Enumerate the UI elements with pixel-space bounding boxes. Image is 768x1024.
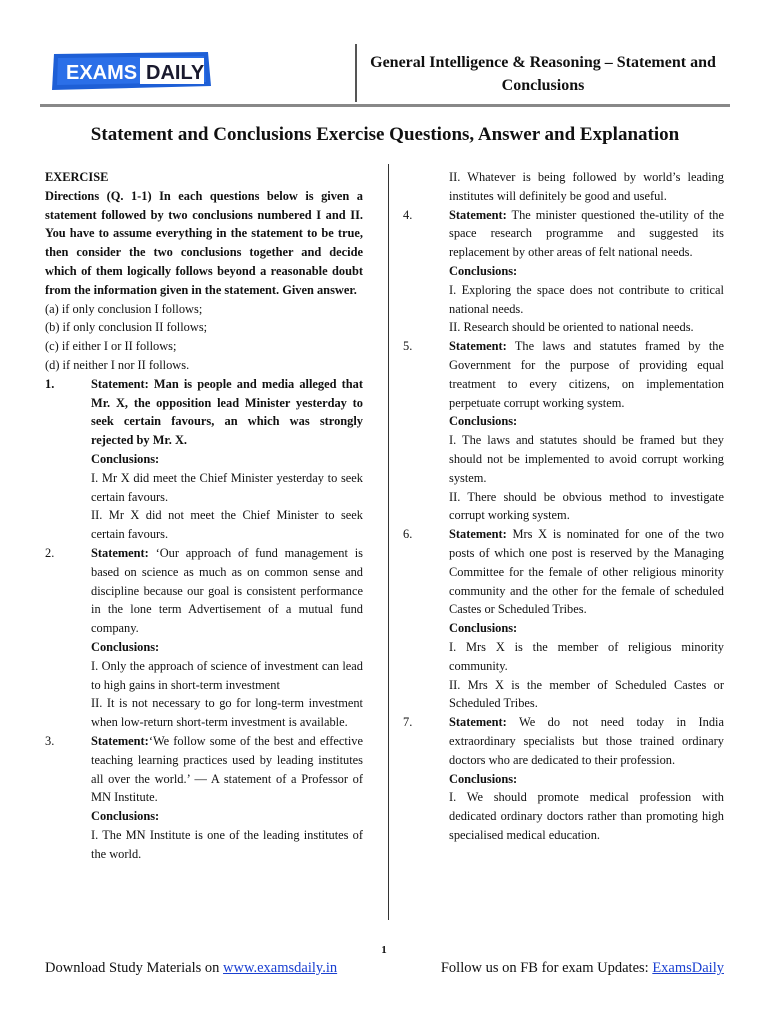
question-number: 5. — [403, 339, 413, 354]
question-statement: ‘Our approach of fund management is based on science as much as on common sense and discipline because our goal is consistent performance in the lone term Advertisement of a mutual fund company. — [91, 545, 363, 636]
conclusion-2: II. There should be obvious method to investigate corrupt working system. — [449, 489, 724, 523]
conclusions-label: Conclusions: — [91, 451, 160, 466]
conclusion-1: I. We should promote medical profession with dedicated ordinary doctors rather than promoting high specialised medical education. — [449, 790, 724, 842]
exercise-heading: EXERCISE — [45, 170, 109, 184]
question-statement: ‘We follow some of the best and effective teaching learning practices used by leading institutes all over the world.’ — A statement of a Professor of MN Institute. — [91, 733, 363, 805]
question-5 — [403, 337, 724, 525]
footer-left-text: Download Study Materials on — [45, 960, 224, 976]
question-7 — [403, 713, 724, 845]
conclusion-1: I. Only the approach of science of investment can lead to high gains in short-term investment — [91, 658, 363, 692]
conclusion-2: II. It is not necessary to go for long-term investment when low-return short-term investment is available. — [91, 696, 363, 730]
option-d: (d) if neither I nor II follows. — [45, 357, 190, 372]
conclusion-1: I. The MN Institute is one of the leading institutes of the world. — [91, 827, 363, 861]
facebook-link[interactable]: ExamsDaily — [652, 960, 724, 976]
conclusion-2: II. Research should be oriented to national needs. — [449, 320, 694, 335]
question-2 — [45, 544, 363, 732]
conclusions-label: Conclusions: — [449, 771, 518, 786]
conclusion-1: I. Mr X did meet the Chief Minister yesterday to seek certain favours. — [91, 470, 363, 504]
conclusions-label: Conclusions: — [449, 263, 518, 278]
page-title: Statement and Conclusions Exercise Questions, Answer and Explanation — [90, 124, 680, 145]
statement-label: Statement: — [91, 733, 149, 748]
statement-label: Statement: — [91, 545, 149, 560]
question-6 — [403, 525, 724, 713]
logo-word-daily: DAILY — [146, 62, 205, 84]
question-number: 7. — [403, 715, 413, 730]
option-a: (a) if only conclusion I follows; — [45, 301, 203, 316]
conclusion-1: I. The laws and statutes should be framed but they should not be implemented to avoid corrupt working system. — [449, 433, 724, 485]
header-title: General Intelligence & Reasoning – Statement and Conclusions — [370, 54, 716, 94]
header-divider — [355, 44, 357, 102]
question-statement: The laws and statutes framed by the Government for the purpose of providing equal treatment to every citizens, on implementation perpetuate corrupt working system. — [449, 339, 724, 410]
conclusion-2: II. Whatever is being followed by world’s leading institutes will definitely be good and useful. — [449, 170, 724, 203]
question-number: 6. — [403, 527, 413, 542]
statement-label: Statement: — [449, 715, 507, 730]
conclusion-2: II. Mr X did not meet the Chief Minister to seek certain favours. — [91, 508, 363, 542]
header-rule — [40, 104, 730, 107]
footer-right-text: Follow us on FB for exam Updates: — [440, 960, 653, 976]
option-c: (c) if either I or II follows; — [45, 339, 177, 354]
question-number: 3. — [45, 733, 55, 748]
conclusion-2: II. Mrs X is the member of Scheduled Castes or Scheduled Tribes. — [449, 677, 724, 711]
website-link[interactable]: www.examsdaily.in — [223, 960, 338, 976]
conclusion-1: I. Mrs X is the member of religious minority community. — [449, 639, 724, 673]
question-statement: Statement: Man is people and media alleged that Mr. X, the opposition lead Minister yesterday to seek certain favours, an which was strongly rejected by Mr. X. — [91, 376, 363, 448]
column-divider — [388, 164, 389, 920]
question-1 — [45, 375, 363, 544]
statement-label: Statement: — [449, 527, 507, 542]
logo-graphic — [48, 50, 213, 92]
conclusions-label: Conclusions: — [91, 809, 160, 824]
right-column — [403, 168, 724, 845]
question-3 — [45, 732, 363, 864]
question-statement: Mrs X is nominated for one of the two posts of which one post is reserved by the Managing Committee for the female of other religious minority community and the other for the female of scheduled Castes or Scheduled Tribes. — [449, 527, 724, 617]
statement-label: Statement: — [449, 207, 507, 222]
conclusions-label: Conclusions: — [91, 639, 160, 654]
question-4 — [403, 206, 724, 338]
left-column — [45, 168, 363, 863]
page-number: 1 — [381, 944, 387, 956]
question-number: 4. — [403, 207, 413, 222]
conclusions-label: Conclusions: — [449, 621, 518, 636]
conclusions-label: Conclusions: — [449, 414, 518, 429]
conclusion-1: I. Exploring the space does not contribute to critical national needs. — [449, 282, 724, 316]
question-number: 1. — [45, 376, 55, 391]
question-statement: We do not need today in India extraordinary specialists but those trained ordinary doctors who are dedicated to their profession. — [449, 715, 724, 767]
page-header — [0, 0, 768, 112]
exams-daily-logo[interactable] — [48, 50, 213, 92]
question-statement: The minister questioned the-utility of the space research programme and suggested its replacement by other areas of felt national needs. — [449, 207, 724, 260]
question-number: 2. — [45, 545, 55, 560]
option-b: (b) if only conclusion II follows; — [45, 320, 208, 335]
statement-label: Statement: — [449, 339, 507, 354]
directions-text: Directions (Q. 1-1) In each questions below is given a statement followed by two conclusions numbered I and II. You have to assume everything in the statement to be true, then consider the two conclusions together and decide which of them logically follows beyond a reasonable doubt from the information given in the statement. Given answer. — [45, 188, 363, 297]
logo-word-exams: EXAMS — [66, 62, 138, 84]
footer-right — [441, 960, 724, 977]
footer-left — [45, 960, 337, 977]
